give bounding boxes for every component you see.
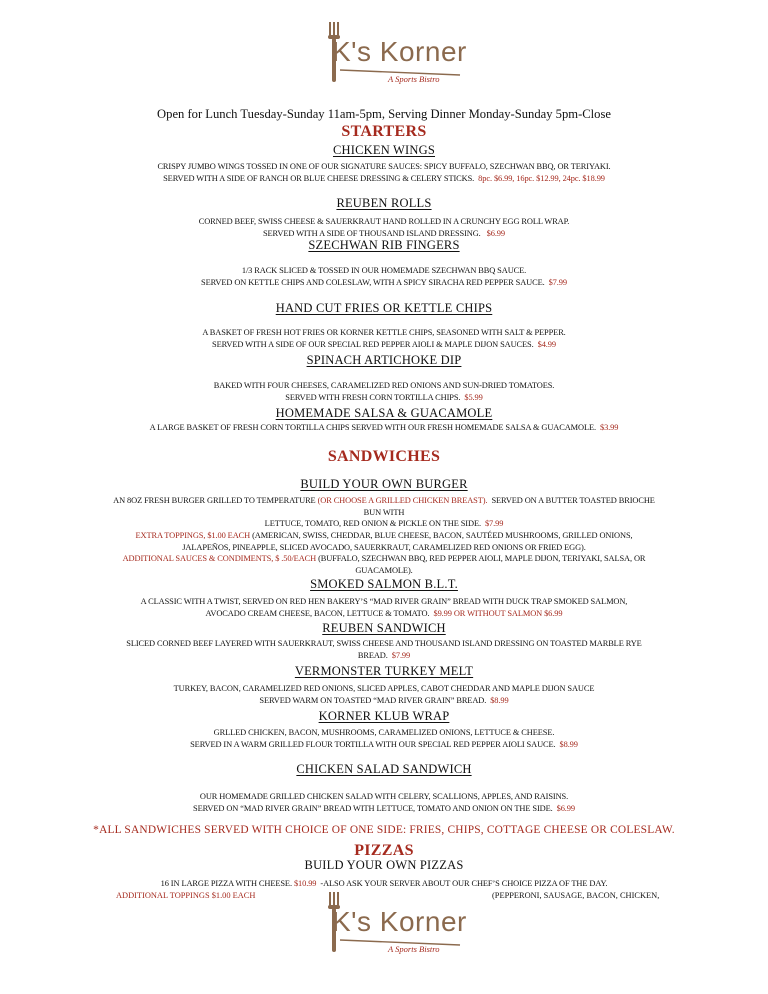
- pizza-desc: 16 IN LARGE PIZZA WITH CHEESE. $10.99 -ALSO ASK YOUR SERVER ABOUT OUR CHEF’S CHOICE PIZZA OF THE DAY.: [160, 879, 608, 888]
- item-price: $10.99: [293, 879, 317, 888]
- item-reuben-rolls: REUBEN ROLLS: [336, 196, 432, 210]
- sandwiches-heading: SANDWICHES: [327, 448, 441, 465]
- item-desc: CORNED BEEF, SWISS CHEESE & SAUERKRAUT HAND ROLLED IN A CRUNCHY EGG ROLL WRAP. SERVED WITH A SIDE OF THOUSAND ISLAND DRESSING. $6.99: [198, 217, 570, 238]
- item-fries-kettle-chips: HAND CUT FRIES OR KETTLE CHIPS: [275, 301, 493, 315]
- item-price: $4.99: [537, 339, 556, 349]
- item-desc: OUR HOMEMADE GRILLED CHICKEN SALAD WITH CELERY, SCALLIONS, APPLES, AND RAISINS. SERVED ON “MAD RIVER GRAIN” BREAD WITH LETTUCE, TOMATO AND ONION ON THE SIDE. $6.99: [193, 792, 575, 813]
- item-reuben-sandwich: REUBEN SANDWICH: [322, 621, 446, 635]
- pizzas-heading: PIZZAS: [354, 842, 414, 859]
- item-price: $7.99: [484, 519, 504, 529]
- item-price: $3.99: [599, 423, 619, 432]
- item-build-your-own-pizzas: BUILD YOUR OWN PIZZAS: [304, 858, 464, 872]
- pizza-toppings-list: (PEPPERONI, SAUSAGE, BACON, CHICKEN,: [492, 891, 660, 900]
- logo-tagline: A Sports Bistro: [388, 944, 440, 954]
- item-chicken-wings: CHICKEN WINGS: [332, 143, 436, 157]
- item-price: $6.99: [486, 228, 505, 238]
- item-price: $9.99 OR WITHOUT SALMON $6.99: [433, 608, 563, 618]
- logo-brand: K's Korner: [332, 36, 467, 67]
- item-desc: A CLASSIC WITH A TWIST, SERVED ON RED HEN BAKERY’S “MAD RIVER GRAIN” BREAD WITH DUCK TRAP SMOKED SALMON, AVOCADO CREAM CHEESE, BACON, LETTUCE & TOMATO. $9.99 OR WITHOUT SALMON $6.99: [140, 597, 628, 618]
- top-logo: [318, 20, 468, 84]
- sandwich-side-note: *ALL SANDWICHES SERVED WITH CHOICE OF ONE SIDE: FRIES, CHIPS, COTTAGE CHEESE OR COLESLAW.: [93, 824, 675, 836]
- item-price: $7.99: [548, 277, 567, 287]
- starters-heading: STARTERS: [341, 123, 427, 140]
- logo-brand: K's Korner: [332, 906, 467, 937]
- item-szechwan-rib-fingers: SZECHWAN RIB FINGERS: [308, 238, 460, 252]
- item-desc: CRISPY JUMBO WINGS TOSSED IN ONE OF OUR SIGNATURE SAUCES: SPICY BUFFALO, SZECHWAN BBQ, OR TERIYAKI. SERVED WITH A SIDE OF RANCH OR BLUE CHEESE DRESSING & CELERY STICKS. 8pc. $6.99, 16pc. $12.99, 24pc. $18.99: [157, 162, 611, 183]
- item-korner-klub-wrap: KORNER KLUB WRAP: [318, 709, 450, 723]
- hours-line: Open for Lunch Tuesday-Sunday 11am-5pm, Serving Dinner Monday-Sunday 5pm-Close: [157, 107, 611, 121]
- item-spinach-artichoke-dip: SPINACH ARTICHOKE DIP: [306, 353, 462, 367]
- item-vermonster-turkey-melt: VERMONSTER TURKEY MELT: [294, 664, 474, 678]
- item-desc: BAKED WITH FOUR CHEESES, CARAMELIZED RED ONIONS AND SUN-DRIED TOMATOES. SERVED WITH FRESH CORN TORTILLA CHIPS. $5.99: [213, 381, 555, 402]
- item-price: $7.99: [391, 650, 411, 660]
- item-chicken-salad-sandwich: CHICKEN SALAD SANDWICH: [296, 762, 472, 776]
- item-desc: SLICED CORNED BEEF LAYERED WITH SAUERKRAUT, SWISS CHEESE AND THOUSAND ISLAND DRESSING ON TOASTED MARBLE RYE BREAD. $7.99: [126, 639, 642, 660]
- burger-desc: AN 8OZ FRESH BURGER GRILLED TO TEMPERATURE (OR CHOOSE A GRILLED CHICKEN BREAST). SERVED ON A BUTTER TOASTED BRIOCHE BUN WITH LETTUCE, TOMATO, RED ONION & PICKLE ON THE SIDE. $7.99: [113, 496, 655, 529]
- item-price: 8pc. $6.99, 16pc. $12.99, 24pc. $18.99: [478, 173, 605, 183]
- item-desc: A LARGE BASKET OF FRESH CORN TORTILLA CHIPS SERVED WITH OUR FRESH HOMEMADE SALSA & GUACAMOLE. $3.99: [149, 423, 619, 432]
- burger-extras: EXTRA TOPPINGS, $1.00 EACH (AMERICAN, SWISS, CHEDDAR, BLUE CHEESE, BACON, SAUTÉED MUSHROOMS, GRILLED ONIONS, JALAPEÑOS, PINEAPPLE, SLICED AVOCADO, SAUERKRAUT, CARAMELIZED RED ONIONS OR FRIED EGG). ADDITIONAL SAUCES & CONDIMENTS, $ .50/EACH (BUFFALO, SZECHWAN BBQ, RED PEPPER AIOLI, MAPLE DIJON, TERIYAKI, SALSA, OR GUACAMOLE).: [122, 531, 646, 575]
- item-price: $8.99: [490, 695, 509, 705]
- logo-tagline: A Sports Bistro: [388, 74, 440, 84]
- item-salsa-guacamole: HOMEMADE SALSA & GUACAMOLE: [275, 406, 493, 420]
- item-price: $8.99: [559, 739, 578, 749]
- item-smoked-salmon-blt: SMOKED SALMON B.L.T.: [310, 577, 458, 591]
- item-desc: 1/3 RACK SLICED & TOSSED IN OUR HOMEMADE SZECHWAN BBQ SAUCE. SERVED ON KETTLE CHIPS AND COLESLAW, WITH A SPICY SIRACHA RED PEPPER SAUCE. $7.99: [201, 266, 567, 287]
- item-price: $6.99: [556, 803, 575, 813]
- item-build-your-own-burger: BUILD YOUR OWN BURGER: [300, 477, 468, 491]
- item-desc: TURKEY, BACON, CARAMELIZED RED ONIONS, SLICED APPLES, CABOT CHEDDAR AND MAPLE DIJON SAUCE SERVED WARM ON TOASTED “MAD RIVER GRAIN” BREAD. $8.99: [173, 684, 595, 705]
- bottom-logo: [318, 890, 468, 954]
- item-price: $5.99: [464, 392, 483, 402]
- item-desc: A BASKET OF FRESH HOT FRIES OR KORNER KETTLE CHIPS, SEASONED WITH SALT & PEPPER. SERVED WITH A SIDE OF OUR SPECIAL RED PEPPER AIOLI & MAPLE DIJON SAUCES. $4.99: [202, 328, 566, 349]
- pizza-toppings-label: ADDITIONAL TOPPINGS $1.00 EACH: [116, 891, 256, 900]
- item-desc: GRLLED CHICKEN, BACON, MUSHROOMS, CARAMELIZED ONIONS, LETTUCE & CHEESE. SERVED IN A WARM GRILLED FLOUR TORTILLA WITH OUR SPECIAL RED PEPPER AIOLI SAUCE. $8.99: [190, 728, 578, 749]
